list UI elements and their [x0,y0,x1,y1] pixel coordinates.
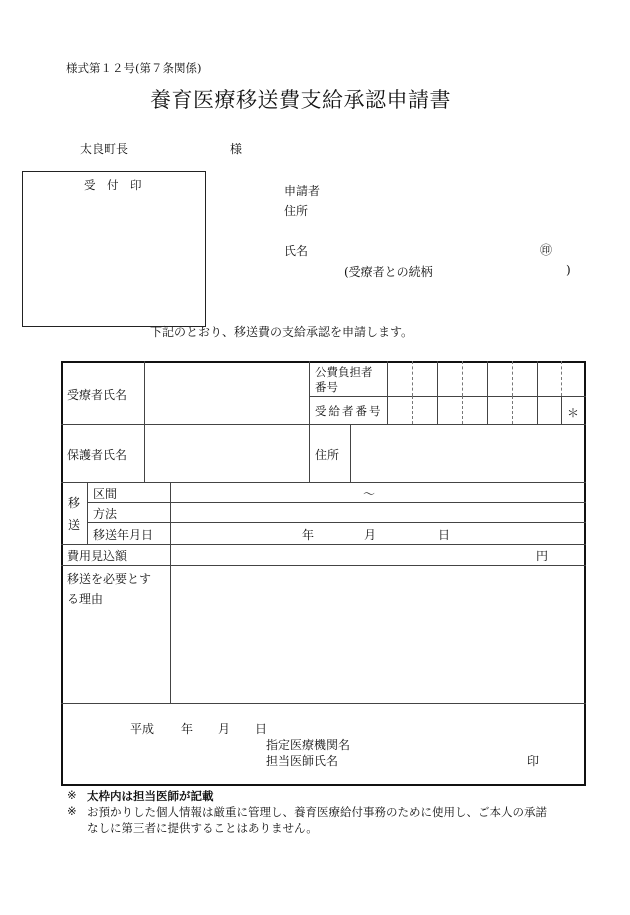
digit-divider [412,396,413,424]
sign-era: 平成 [130,722,155,736]
digit-divider [512,361,513,396]
digit-divider [537,361,538,396]
row-divider-cost [61,565,586,566]
row-divider-guardian [61,482,586,483]
patient-name-label: 受療者氏名 [67,388,128,402]
doctor-name-label: 担当医師氏名 [266,754,339,768]
date-year: 年 [302,528,315,542]
row-divider-method [87,522,586,523]
guardian-address-label: 住所 [315,448,340,462]
row-divider-payer [309,396,586,397]
relation-close: ) [566,263,571,277]
recipient-number-label: 受給者番号 [315,404,383,418]
date-day: 日 [438,528,451,542]
transport-date-label: 移送年月日 [93,528,154,542]
applicant-label: 申請者 [284,184,321,198]
sign-month: 月 [218,722,231,736]
applicant-seal-mark: ㊞ [540,243,553,257]
col-divider-transport [87,482,88,544]
note-text-1: 太枠内は担当医師が記載 [87,789,214,803]
sign-day: 日 [255,722,268,736]
reception-stamp-box [22,171,206,327]
note-text-3: なしに第三者に提供することはありません。 [87,821,318,835]
addressee-honorific: 様 [230,142,243,156]
col-divider-address [350,424,351,482]
row-divider-section [87,502,586,503]
doctor-seal-mark: 印 [527,754,540,768]
col-divider-number [387,361,388,424]
row-divider-patient [61,424,586,425]
yen-unit: 円 [536,549,549,563]
applicant-address-label[interactable]: 住所 [284,204,309,218]
form-number: 様式第１２号(第７条関係) [66,61,202,75]
digit-divider [487,361,488,396]
section-tilde: ～ [363,487,376,501]
col-divider-content [170,482,171,703]
col-divider-mid [309,361,310,482]
transport-label-2: 送 [68,518,81,532]
digit-divider [512,396,513,424]
row-divider-date [61,544,586,545]
payer-number-label-1: 公費負担者 [315,365,373,379]
note-mark-1: ※ [67,788,77,802]
digit-divider [412,361,413,396]
digit-divider [462,396,463,424]
relation-open[interactable]: (受療者との続柄 [344,265,433,279]
institution-label: 指定医療機関名 [266,738,351,752]
digit-divider [437,361,438,396]
intro-text: 下記のとおり、移送費の支給承認を申請します。 [150,325,414,339]
note-text-2: お預かりした個人情報は厳重に管理し、養育医療給付事務のために使用し、ご本人の承諾 [87,805,547,819]
reception-stamp-label: 受 付 印 [84,178,142,192]
digit-divider [561,396,562,424]
row-divider-reason [61,703,586,704]
estimated-cost-label: 費用見込額 [67,549,128,563]
method-label: 方法 [93,507,118,521]
section-label: 区間 [93,487,118,501]
form-title: 養育医療移送費支給承認申請書 [150,88,451,112]
digit-divider [437,396,438,424]
transport-label-1: 移 [68,496,81,510]
digit-divider [561,361,562,396]
digit-divider [462,361,463,396]
date-month: 月 [364,528,377,542]
applicant-name-label[interactable]: 氏名 [284,244,309,258]
recipient-asterisk: ＊ [567,406,580,420]
digit-divider [487,396,488,424]
reason-label-1: 移送を必要とす [67,572,152,586]
guardian-name-label: 保護者氏名 [67,448,128,462]
note-mark-2: ※ [67,804,77,818]
col-divider-label [144,361,145,482]
reason-label-2: る理由 [67,592,104,606]
sign-year: 年 [181,722,194,736]
digit-divider [537,396,538,424]
payer-number-label-2: 番号 [315,380,338,394]
addressee-name: 太良町長 [80,142,129,156]
